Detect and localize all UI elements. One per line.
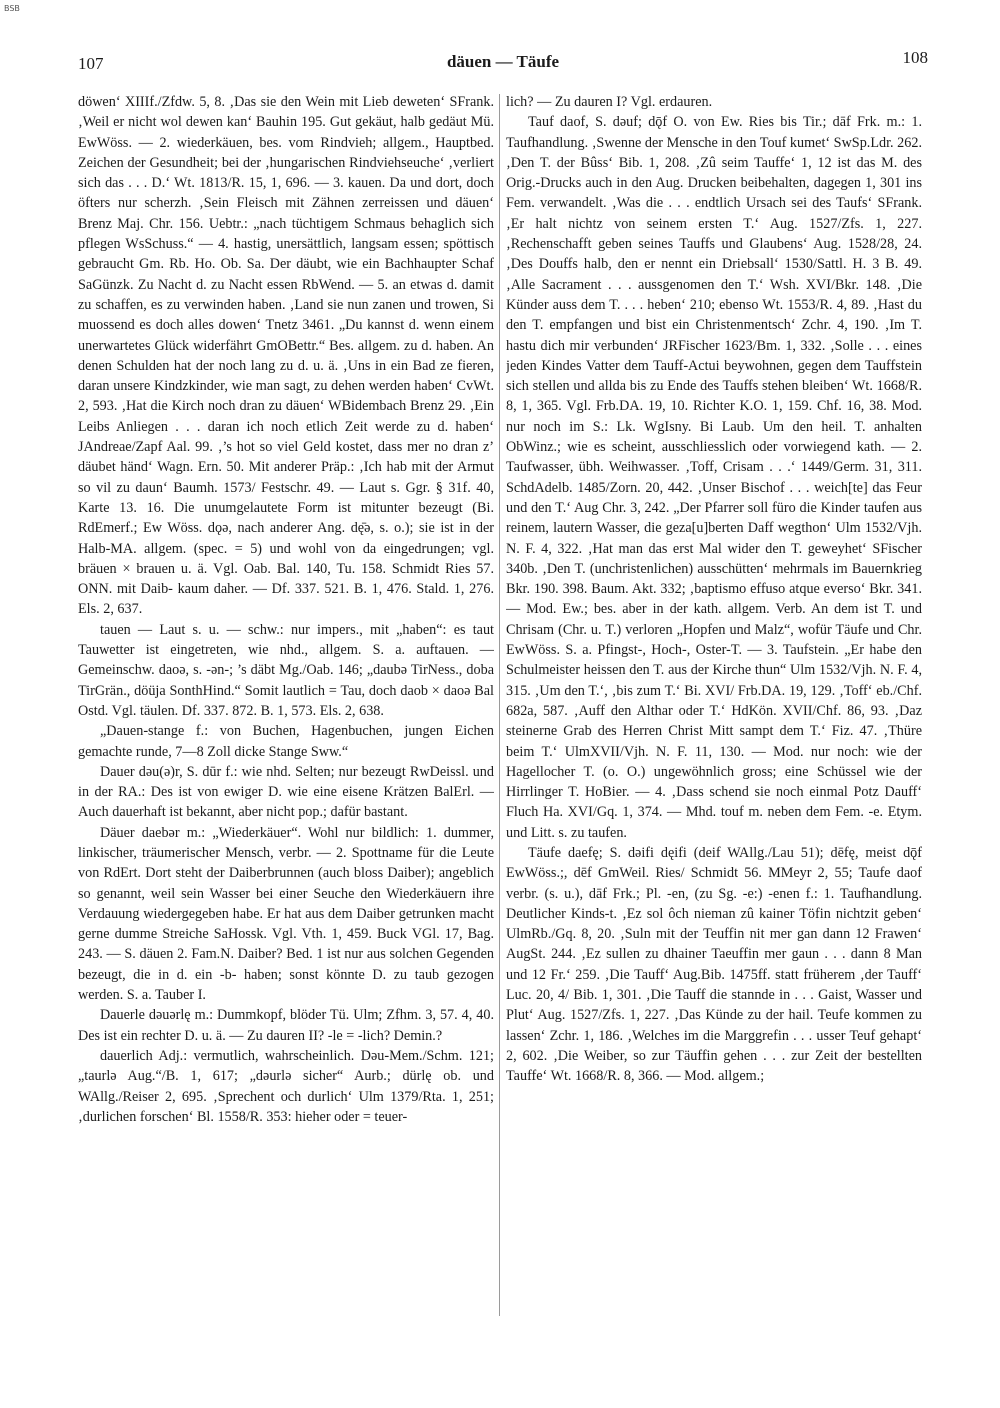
page-header bbox=[78, 46, 928, 76]
right-column bbox=[506, 92, 922, 1322]
page-number-left: 107 bbox=[78, 54, 104, 73]
entry-tauen: tauen — Laut s. u. — schw.: nur impers., mit „haben“: es taut Tauwetter ist eingetreten, wie nhd., allgem. S. a. auftauen. — Gemeinschw. daoə, s. -ən-; ’s däbt Mg./Oab. 146; „daubə TirNess., doba TirGrän., döüja SonthHind.“ Somit lautlich = Tau, doch daob × daoə Bal Ostd. Vgl. täulen. Df. 337. 872. B. 1, 573. Els. 2, 638. bbox=[78, 621, 494, 719]
library-stamp: BSB bbox=[4, 4, 20, 13]
entry-dauerlich-continued: lich? — Zu dauren I? Vgl. erdauren. bbox=[506, 94, 713, 110]
entry-dauerlich: dauerlich Adj.: vermutlich, wahrscheinlich. Dəu-Mem./Schm. 121; „taurlə Aug.“/B. 1, 617; „dəurlə sicher“ Aurb.; dürlę ob. und WAllg./Reiser 2, 695. ‚Sprechent och durlich‘ Ulm 1379/Rta. 1, 251; ‚durlichen forschen‘ Bl. 1558/R. 353: hieher oder = teuer- bbox=[78, 1047, 494, 1125]
entry-tauf: Tauf daof, S. dəuf; dǭf O. von Ew. Ries bis Tir.; dāf Frk. m.: 1. Taufhandlung. ‚Swenne der Mensche in den Touf kumet‘ SwSp.Ldr. 262. ‚Den T. der Bûss‘ Bib. 1, 208. ‚Zû seim Tauffe‘ 1, 12 ist das M. des Orig.-Drucks auch in den Aug. Drucken beibehalten, dagegen 1, 301 ins Fem. verwandelt. ‚Was die . . . endtlich Ursach sei des Taufs‘ SFrank. ‚Er halt nichtz von seinem ersten T.‘ Aug. 1527/Zfs. 1, 227. ‚Rechenschafft geben seines Tauffs und Glaubens‘ Aug. 1528/28, 24. ‚Des Douffs halb, den er nennt ein Driebsall‘ 1530/Sattl. H. 3 B. 49. ‚Alle Sacrament . . . aussgenomen den T.‘ Wsh. XVI/Bkr. 148. ‚Die Künder auss dem T. . . . heben‘ 210; ebenso Wt. 1553/R. 4, 89. ‚Hast du den T. empfangen und bist ein Christenmentsch‘ Zchr. 4, 190. ‚Im T. hastu dich mir verbunden‘ JRFischer 1623/Bm. 1, 332. ‚Solle . . . eines jeden Kindes Vatter dem Tauff-Actui beywohnen, gegen dem Tauffstein sich stellen und allda bis zu Ende des Tauffs stehen bleiben‘ Wt. 1668/R. 8, 1, 365. Vgl. Frb.DA. 19, 10. Richter K.O. 1, 159. Chf. 16, 38. Mod. nur noch im S.: Lk. WgIsny. Bi Laub. Um den heil. T. anhalten ObWinz.; wie es scheint, ausschliesslich oder vorwiegend kath. — 2. Taufwasser, übh. Weihwasser. ‚Toff, Crisam . . .‘ 1449/Germ. 31, 311. SchdAdelb. 1485/Zorn. 20, 442. ‚Unser Bischof . . . weich[te] das Feur und den T.‘ Aug Chr. 3, 242. „Der Pfarrer soll füro die Kinder taufen aus reinem, lautern Wasser, die geza[u]berten Daff wegthon‘ Ulm 1532/Vjh. N. F. 4, 322. ‚Hat man das erst Mal wider den T. geweyhet‘ SFischer 340b. ‚Den T. (unchristenlichen) ausschütten‘ mehrmals im Bauernkrieg Bkr. 190. 398. Baum. Akt. 332; ‚baptismo effuso atque everso‘ Bkr. 341. — Mod. Ew.; bes. aber in der kath. allgem. Verb. An dem ist T. und Chrisam (Chr. u. T.) verloren „Hopfen und Malz“, wofür Täufe und Chr. EwWöss. S. a. Pfingst-, Hoch-, Oster-T. — 3. Taufstein. „Er habe den Schulmeister heissen den T. aus der Kirche thun“ Ulm 1532/Vjh. N. F. 4, 315. ‚Um den T.‘, ‚bis zum T.‘ Bi. XVI/ Frb.DA. 19, 129. ‚Toff‘ eb./Chf. 682a, 587. ‚Auff den Althar oder T.‘ HdKön. XVII/Chf. 86, 93. ‚Daz steinerne Grab des Herren Christ Mitt sampt dem T.‘ Fiz. 47. ‚Thüre beim T.‘ UlmXVII/Vjh. N. F. 11, 130. — Mod. nur noch: wie der Hagellocher T. (o. O.) ungewöhnlich gross; eine Schüssel wie der Hirrlinger T. HoBier. — 4. ‚Dass schend sie noch einmal Potz Dauff‘ Fluch Ha. XVI/Gq. 1, 374. — Mhd. touf m. neben dem Fem. -e. Etym. und Litt. s. zu taufen. bbox=[506, 114, 922, 841]
column-divider bbox=[499, 94, 500, 1316]
entry-däuer: Däuer daebər m.: „Wiederkäuer“. Wohl nur bildlich: 1. dummer, linkischer, träumerischer Mensch, verbr. — 2. Spottname für die Leute von RdErt. Dort steht der Daiberbrunnen (auch bloss Daiber); angeblich so genannt, weil sein Wasser bei einer Seuche den Wiederkäuern ihre Verdauung wiedergegeben habe. Er hat aus dem Daiber getrunken macht gerne dumme Streiche SaHossk. Vgl. Vth. 1, 459. Buck VGl. 17, Bag. 243. — S. däuen 2. Fam.N. Daiber? Bed. 1 ist nur aus solchen Gegenden bezeugt, die in d. ein -b- haben; sonst könnte D. zu taub gezogen werden. S. a. Tauber I. bbox=[78, 824, 494, 1004]
running-title: däuen — Täufe bbox=[446, 52, 560, 71]
entry-dauen-stange: „Dauen-stange f.: von Buchen, Hagenbuchen, jungen Eichen gemachte runde, 7—8 Zoll dicke Stange Sww.“ bbox=[78, 723, 494, 760]
page-number-right: 108 bbox=[902, 48, 928, 67]
entry-däuen-continued: döwen‘ XIIIf./Zfdw. 5, 8. ‚Das sie den Wein mit Lieb deweten‘ SFrank. ‚Weil er nicht wol dewen kan‘ Bauhin 195. Gut gekäut, halb gedäut Mü. EwWöss. — 2. wiederkäuen, bes. vom Rindvieh; allgem., Hauptbed. Zeichen der Gesundheit; bei der ‚hungarischen Rindviehseuche‘ ‚verliert sich das . . . D.‘ Wt. 1813/R. 15, 1, 696. — 3. kauen. Da und dort, doch öfters nur scherzh. ‚Sein Fleisch mit Zähnen zerreissen und däuen‘ Brenz Maj. Chr. 156. Uebtr.: „nach tüchtigem Schmaus behaglich sich pflegen WsSchuss.“ — 4. hastig, unersättlich, langsam essen; spöttisch gebraucht Gm. Rb. Ho. Ob. Sa. Der däubt, wie ein Bachhaupter Schaf SaGünzk. Zu Nacht d. zu Nacht essen RbWend. — 5. an etwas d. damit zu schaffen, es zu verwinden haben. ‚Land sie nun zanen und trowen, Si muossend es doch alles dowen‘ Tnetz 3461. „Du kannst d. wenn einem unerwartetes Glück widerfährt GmOBettr.“ Bes. allgem. zu d. haben. An denen Schulden hat der noch lang zu d. u. ä. ‚Uns in ein Bad ze fieren, daran unsere Kindzkinder, wie man sagt, zu dehen werden haben‘ CvWt. 2, 593. ‚Hat die Kirch noch dran zu däuen‘ WBidembach Brenz 29. ‚Ein Leibs Anliegen . . . daran ich noch etlich Zeit werde zu d. haben‘ JAndreae/Zapf Aal. 99. ‚’s hot so viel Geld kostet, dass mer no dran z’ däubet händ‘ Wagn. Ern. 50. Mit anderer Präp.: ‚Ich hab mit der Armut so vil zu daun‘ Baumh. 1573/ Festschr. 49. — Laut s. Ggr. § 31f. 40, Karte 13. 16. Die unumgelautete Form ist mitunter bezeugt (Bi. RdEmerf.; Ew Wöss. dǫə, nach anderer Ang. dę̄ə, s. o.); sie ist in der Halb-MA. allgem. (spec. = 5) und wohl von da eingedrungen; vgl. bräuen × brauen u. ä. Vgl. Oab. Bal. 140, Tu. 158. Schmidt Ries 57. ONN. mit Daib- kaum daher. — Df. 337. 521. B. 1, 476. Stald. 1, 276. Els. 2, 637. bbox=[78, 94, 494, 618]
entry-dauerle: Dauerle dəuərlę m.: Dummkopf, blöder Tü. Ulm; Zfhm. 3, 57. 4, 40. Des ist ein rechter D. u. ä. — Zu dauren II? -le = -lich? Demin.? bbox=[78, 1007, 494, 1044]
entry-dauer: Dauer dəu(ə)r, S. dūr f.: wie nhd. Selten; nur bezeugt RwDeissl. und in der RA.: Des ist von ewiger D. wie eine eisene Krätzen BalErl. — Auch dauerhaft ist bekannt, aber nicht pop.; dafür bastant. bbox=[78, 763, 494, 821]
entry-täufe: Täufe daefę; S. dəifi dęifi (deif WAllg./Lau 51); dēfę, meist dǭf EwWöss.;, dēf GmWeil. Ries/ Schmidt 56. MMeyr 2, 55; Taufe daof verbr. (s. u.), dāf Frk.; Pl. -en, (zu Sg. -e:) -enen f.: 1. Taufhandlung. Deutlicher Kinds-t. ‚Ez sol ôch nieman zû kainer Töfin nichtzit geben‘ UlmRb./Gq. 8, 20. ‚Suln mit der Teuffin nit mer gan dann 12 Frawen‘ AugSt. 244. ‚Ez sullen zu dhainer Taeuffin mer gaun . . . dann 8 Man und 12 Fr.‘ 259. ‚Die Tauff‘ Aug.Bib. 1475ff. statt früherem ‚der Tauff‘ Luc. 20, 4/ Bib. 1, 301. ‚Die Tauff die stannde in . . . Gaist, Wasser und Plut‘ Aug. 1527/Zfs. 1, 227. ‚Das Künde zu der hail. Teufe kommen zu lassen‘ Zchr. 1, 186. ‚Welches im die Marggrefin . . . usser Teuf gehapt‘ 2, 602. ‚Die Weiber, so zur Täuffin gehen . . . zur Zeit der bestellten Tauffe‘ Wt. 1668/R. 8, 366. — Mod. allgem.; bbox=[506, 844, 922, 1085]
left-column bbox=[78, 92, 494, 1322]
